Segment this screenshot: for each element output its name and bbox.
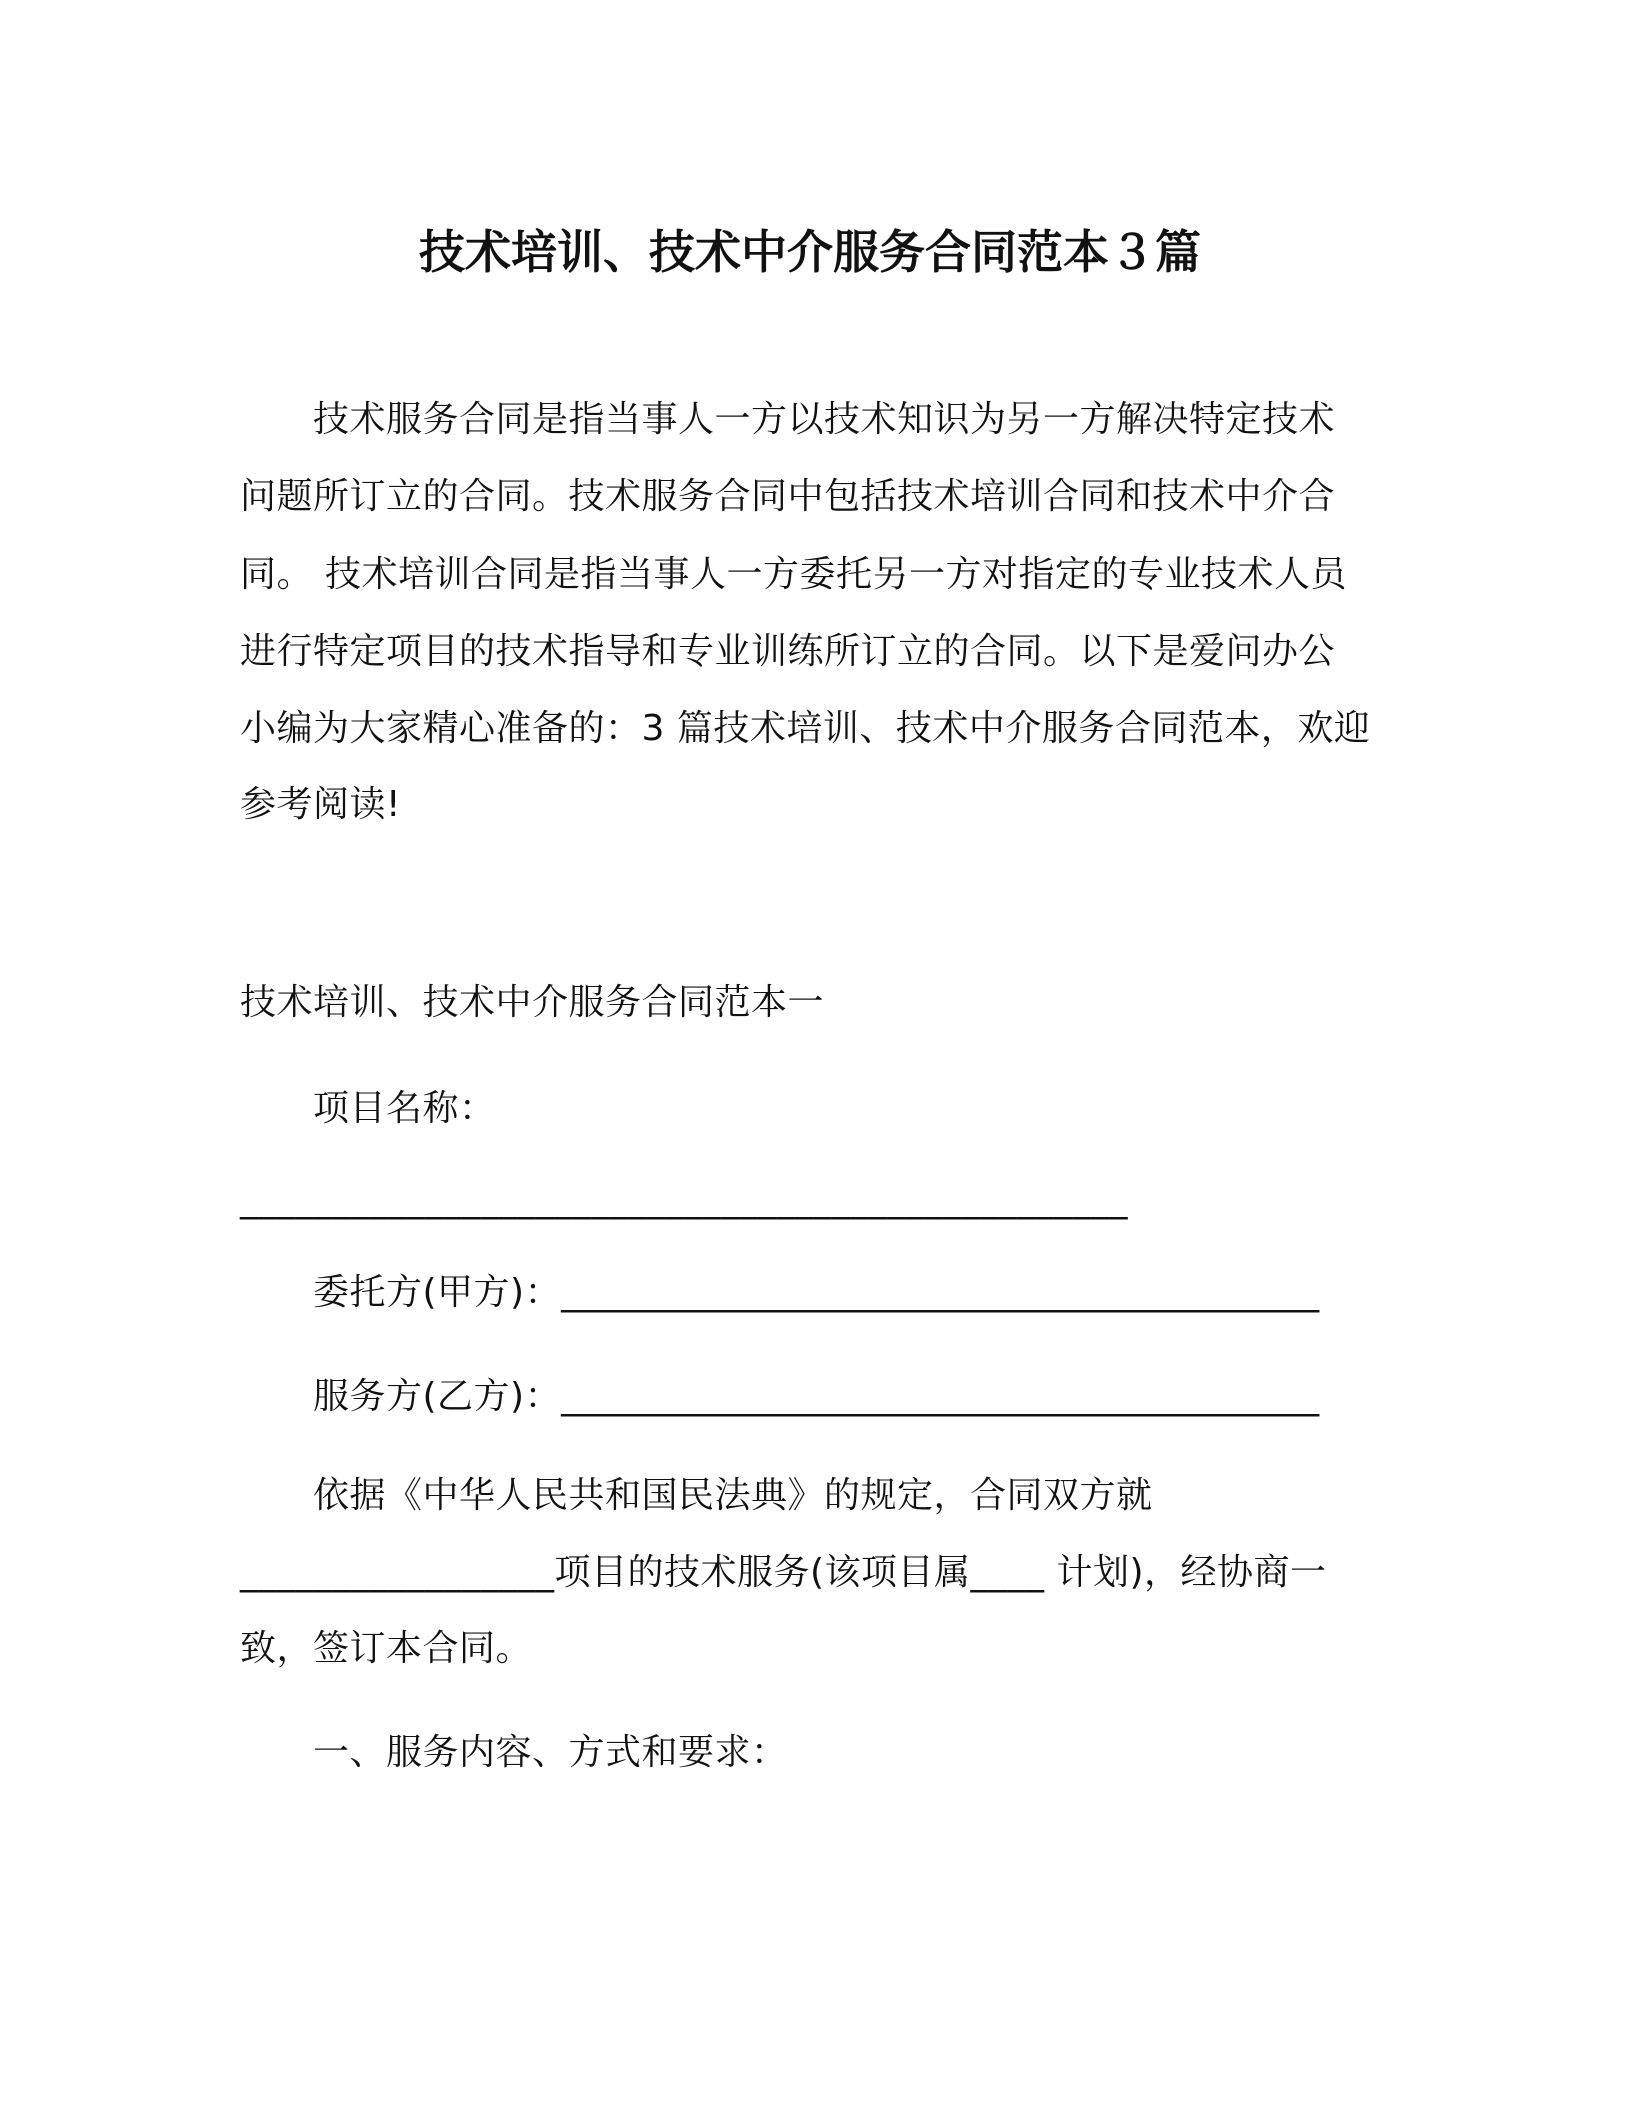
clause-heading: 一、服务内容、方式和要求： bbox=[313, 1732, 788, 1773]
intro-line: 参考阅读! bbox=[240, 784, 401, 825]
basis-line: 致，签订本合同。 bbox=[240, 1628, 533, 1669]
intro-line: 同。 技术培训合同是指当事人一方委托另一方对指定的专业技术人员 bbox=[240, 554, 1347, 595]
intro-line: 进行特定项目的技术指导和专业训练所订立的合同。以下是爱问办公 bbox=[240, 631, 1336, 672]
intro-line: 小编为大家精心准备的：3 篇技术培训、技术中介服务合同范本，欢迎 bbox=[240, 708, 1371, 749]
page-title: 技术培训、技术中介服务合同范本３篇 bbox=[419, 225, 1201, 279]
project-name-blank: ________________________________________________ bbox=[240, 1179, 1128, 1220]
party-b-field: 服务方(乙方)：_________________________________________ bbox=[313, 1376, 1320, 1417]
basis-line: 依据《中华人民共和国民法典》的规定，合同双方就 bbox=[313, 1475, 1153, 1516]
intro-line: 问题所订立的合同。技术服务合同中包括技术培训合同和技术中介合 bbox=[240, 476, 1336, 517]
party-a-field: 委托方(甲方)：_________________________________________ bbox=[313, 1272, 1320, 1313]
project-name-label: 项目名称： bbox=[313, 1088, 496, 1129]
intro-line: 技术服务合同是指当事人一方以技术知识为另一方解决特定技术 bbox=[313, 399, 1336, 440]
section-heading: 技术培训、技术中介服务合同范本一 bbox=[240, 982, 825, 1023]
basis-line: _________________项目的技术服务(该项目属____ 计划)，经协商一 bbox=[240, 1552, 1327, 1593]
